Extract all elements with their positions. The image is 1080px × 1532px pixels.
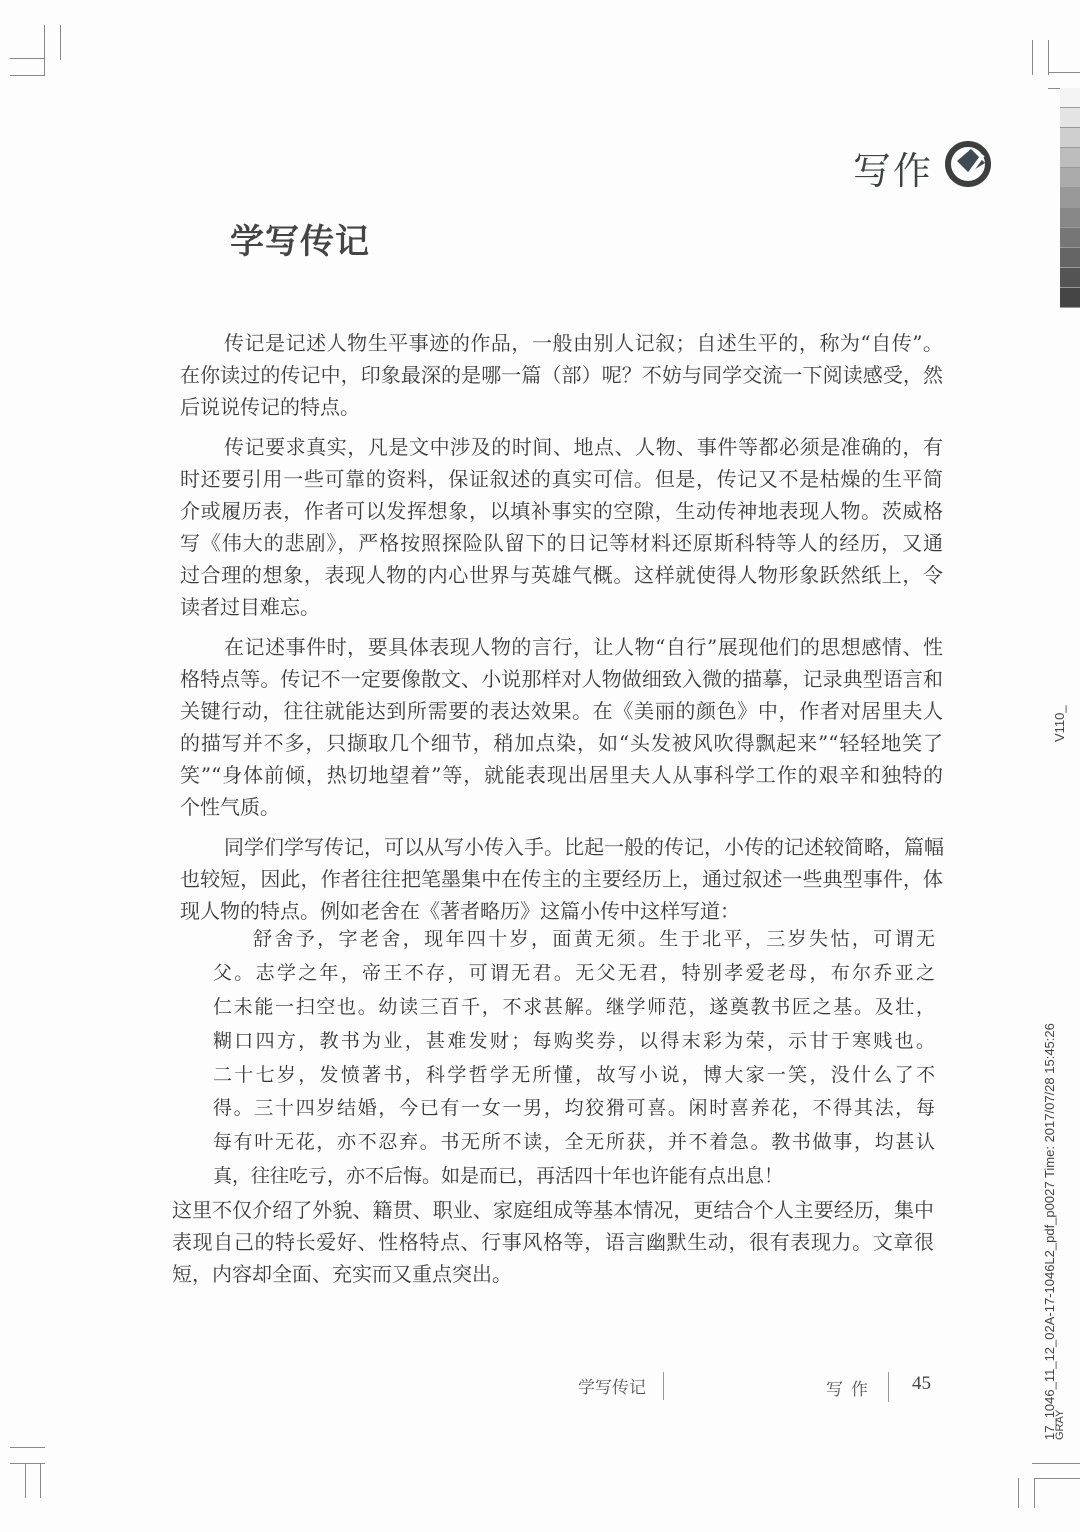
text-line: 短，内容却全面、充实而又重点突出。 [172,1262,512,1286]
text-line: 介或履历表，作者可以发挥想象，以填补事实的空隙，生动传神地表现人物。茨威格 [180,499,943,523]
print-color-mode: GRAY [1054,1409,1066,1440]
crop-mark [10,58,45,59]
text-line: 在记述事件时，要具体表现人物的言行，让人物“自行”展现他们的思想感情、性 [224,635,943,659]
text-line: 时还要引用一些可靠的资料，保证叙述的真实可信。但是，传记又不是枯燥的生平简 [180,467,943,491]
paragraph [180,431,943,623]
crop-mark [1034,1478,1080,1479]
print-job-mark: 17_1046_11_12_02A-17-1046L2_pdf_p0027 Time: 2017/07/28 15:45:26 [1042,1023,1057,1440]
paragraph [180,327,943,423]
text-line: 后说说传记的特点。 [180,395,360,419]
text-line: 同学们学写传记，可以从写小传入手。比起一般的传记，小传的记述较简略，篇幅 [224,835,944,859]
crop-mark [10,1447,45,1448]
text-line: 过合理的想象，表现人物的内心世界与英雄气概。这样就使得人物形象跃然纸上，令 [180,563,943,587]
text-line: 在你读过的传记中，印象最深的是哪一篇（部）呢？不妨与同学交流一下阅读感受，然 [180,363,943,387]
text-line: 糊口四方，教书为业，甚难发财；每购奖券，以得末彩为荣，示甘于寒贱也。 [213,1029,935,1052]
footer-section: 写作 [826,1380,876,1400]
text-line: 传记是记述人物生平事迹的作品，一般由别人记叙；自述生平的，称为“自传”。 [224,331,943,355]
text-line: 表现自己的特长爱好、性格特点、行事风格等，语言幽默生动，很有表现力。文章很 [172,1230,934,1254]
text-line: 舒舍予，字老舍，现年四十岁，面黄无须。生于北平，三岁失怙，可谓无 [253,928,935,950]
crop-mark [1032,1463,1080,1464]
text-line: 现人物的特点。例如老舍在《著者略历》这篇小传中这样写道： [180,899,740,923]
crop-mark [1018,1478,1019,1508]
crop-mark [1048,40,1049,75]
paragraph [180,831,943,927]
crop-mark [44,25,45,75]
text-line: 笑”“身体前倾，热切地望着”等，就能表现出居里夫人从事科学工作的艰辛和独特的 [180,763,943,787]
page-title: 学写传记 [230,222,370,262]
block-quote [213,923,935,1194]
text-line: 的描写并不多，只撷取几个细节，稍加点染，如“头发被风吹得飘起来”“轻轻地笑了 [180,731,943,755]
footer-divider [663,1372,664,1400]
text-line: 关键行动，往往就能达到所需要的表达效果。在《美丽的颜色》中，作者对居里夫人 [180,699,943,723]
crop-mark [1034,1478,1035,1508]
article-body [180,327,943,935]
text-line: 个性气质。 [180,795,280,819]
text-line: 这里不仅介绍了外貌、籍贯、职业、家庭组成等基本情况，更结合个人主要经历，集中 [172,1198,934,1222]
text-line: 格特点等。传记不一定要像散文、小说那样对人物做细致入微的描摹，记录典型语言和 [180,667,943,691]
footer-divider [888,1372,889,1402]
text-line: 也较短，因此，作者往往把笔墨集中在传主的主要经历上，通过叙述一些典型事件，体 [180,867,943,891]
closing-paragraph [172,1194,934,1290]
crop-mark [1048,72,1080,73]
crop-mark [60,25,61,60]
text-line: 父。志学之年，帝王不存，可谓无君。无父无君，特别孝爱老母，布尔乔亚之 [213,961,935,984]
text-line: 传记要求真实，凡是文中涉及的时间、地点、人物、事件等都必须是准确的，有 [224,435,943,459]
text-line: 写《伟大的悲剧》，严格按照探险队留下的日记等材料还原斯科特等人的经历，又通 [180,531,943,555]
text-line: 仁未能一扫空也。幼读三百千，不求甚解。继学师范，遂奠教书匠之基。及壮， [213,995,935,1018]
text-line: 得。三十四岁结婚，今已有一女一男，均狡猾可喜。闲时喜养花，不得其法，每 [213,1097,935,1120]
text-line: 每有叶无花，亦不忍弃。书无所不读，全无所获，并不着急。教书做事，均甚认 [213,1131,935,1154]
writing-badge-icon [945,141,991,187]
crop-mark [1032,40,1033,75]
grayscale-calibration-strip [1060,88,1080,308]
text-line: 二十七岁，发愤著书，科学哲学无所懂，故写小说，博大家一笑，没什么了不 [213,1063,935,1086]
paragraph [180,631,943,823]
text-line: 真，往往吃亏，亦不后悔。如是而已，再活四十年也许能有点出息！ [213,1165,784,1188]
footer-chapter: 学写传记 [578,1378,646,1398]
page-number: 45 [912,1373,931,1394]
print-version-mark: V110_ [1052,705,1067,742]
crop-mark [25,1463,26,1498]
crop-mark [40,1463,41,1498]
text-line: 读者过目难忘。 [180,595,320,619]
section-title: 写作 [853,149,934,193]
crop-mark [10,75,45,76]
